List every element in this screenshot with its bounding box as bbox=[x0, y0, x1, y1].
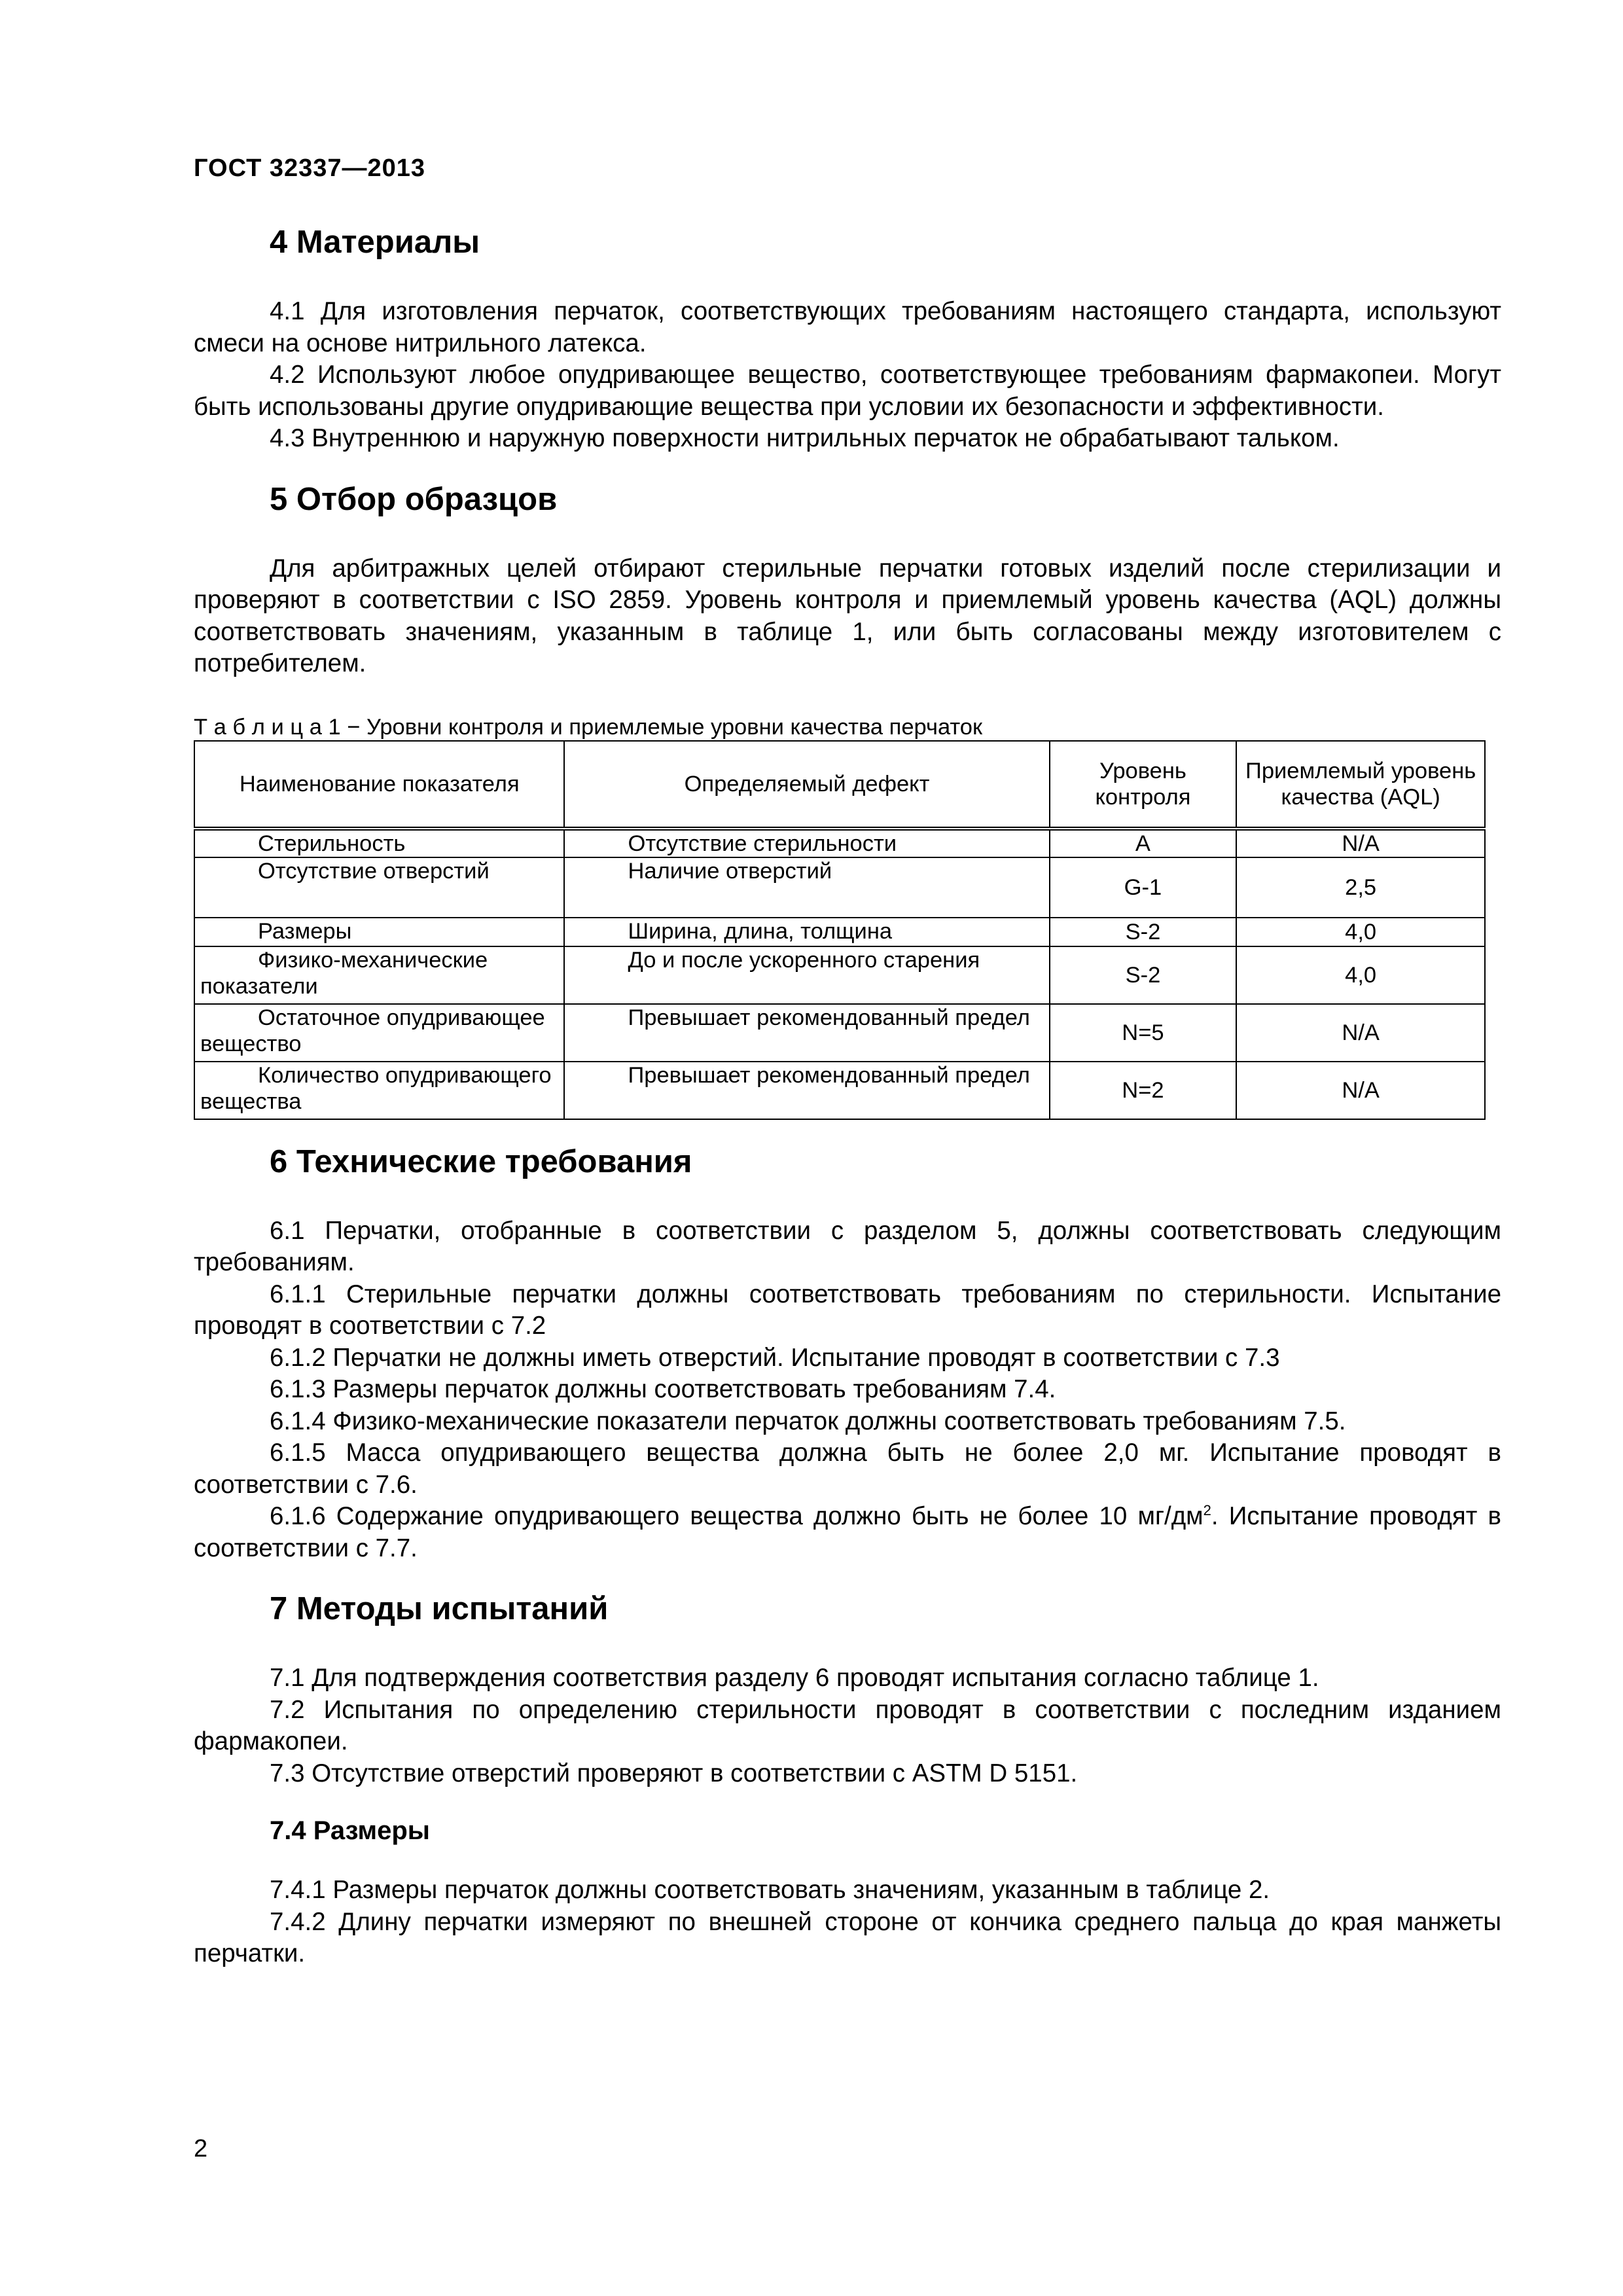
table-row bbox=[194, 829, 1485, 857]
superscript-2: 2 bbox=[1203, 1502, 1211, 1519]
paragraph-6-1: 6.1 Перчатки, отобранные в соответствии с разделом 5, должны соответствовать следующим требованиям. bbox=[194, 1216, 1501, 1276]
table-row bbox=[194, 1004, 1485, 1062]
cell-aql: 2,5 bbox=[1236, 857, 1485, 918]
col-header-level: Уровень контроля bbox=[1050, 741, 1237, 829]
paragraph-7-4-1: 7.4.1 Размеры перчаток должны соответствовать значениям, указанным в таблице 2. bbox=[270, 1876, 1270, 1904]
cell-defect: Ширина, длина, толщина bbox=[564, 918, 1049, 946]
cell-aql: 4,0 bbox=[1236, 918, 1485, 946]
table-row bbox=[194, 918, 1485, 946]
page-number: 2 bbox=[194, 2135, 208, 2162]
paragraph-4-1: 4.1 Для изготовления перчаток, соответствующих требованиям настоящего стандарта, используют смеси на основе нитрильного латекса. bbox=[194, 297, 1501, 357]
cell-name: Стерильность bbox=[194, 829, 564, 857]
paragraph-6-1-6 bbox=[194, 1501, 1501, 1564]
col-header-defect: Определяемый дефект bbox=[564, 741, 1049, 829]
paragraph-7-4-2: 7.4.2 Длину перчатки измеряют по внешней стороне от кончика среднего пальца до края манжеты перчатки. bbox=[194, 1907, 1501, 1967]
table-1 bbox=[194, 740, 1486, 1120]
paragraph-6-1-5: 6.1.5 Масса опудривающего вещества должна быть не более 2,0 мг. Испытание проводят в соответствии с 7.6. bbox=[194, 1439, 1501, 1499]
cell-defect: До и после ускоренного старения bbox=[564, 946, 1049, 1004]
paragraph-6-1-6-text-b: . Испытание проводят в соответствии с 7.7. bbox=[194, 1502, 1501, 1562]
table-1-caption bbox=[194, 714, 1501, 740]
paragraph-6-1-4: 6.1.4 Физико-механические показатели перчаток должны соответствовать требованиям 7.5. bbox=[270, 1407, 1346, 1435]
cell-name: Физико-механические показатели bbox=[194, 946, 564, 1004]
section-7-heading: 7 Методы испытаний bbox=[270, 1591, 609, 1626]
paragraph-5-1: Для арбитражных целей отбирают стерильные перчатки готовых изделий после стерилизации и проверяют в соответствии с ISO 2859. Уровень контроля и приемлемый уровень качества (AQL) должны соответствовать значениям, указанным в таблице 1, или быть согласованы между изготовителем с потребителем. bbox=[194, 554, 1501, 677]
section-6-heading: 6 Технические требования bbox=[270, 1143, 692, 1179]
cell-name: Размеры bbox=[194, 918, 564, 946]
section-7-4-heading: 7.4 Размеры bbox=[270, 1816, 430, 1845]
section-5-heading: 5 Отбор образцов bbox=[270, 481, 558, 517]
section-4-heading: 4 Материалы bbox=[270, 224, 480, 260]
document-header: ГОСТ 32337—2013 bbox=[194, 154, 426, 182]
cell-name: Количество опудривающего вещества bbox=[194, 1062, 564, 1119]
paragraph-6-1-3: 6.1.3 Размеры перчаток должны соответствовать требованиям 7.4. bbox=[270, 1375, 1056, 1403]
cell-name: Остаточное опудривающее вещество bbox=[194, 1004, 564, 1062]
paragraph-6-1-1: 6.1.1 Стерильные перчатки должны соответствовать требованиям по стерильности. Испытание проводят в соответствии с 7.2 bbox=[194, 1280, 1501, 1340]
cell-level: N=5 bbox=[1050, 1004, 1237, 1062]
cell-level: N=2 bbox=[1050, 1062, 1237, 1119]
paragraph-4-3: 4.3 Внутреннюю и наружную поверхности нитрильных перчаток не обрабатывают тальком. bbox=[270, 424, 1340, 452]
cell-level: S-2 bbox=[1050, 918, 1237, 946]
paragraph-7-2: 7.2 Испытания по определению стерильности проводят в соответствии с последним изданием фармакопеи. bbox=[194, 1695, 1501, 1755]
cell-aql: 4,0 bbox=[1236, 946, 1485, 1004]
paragraph-7-3: 7.3 Отсутствие отверстий проверяют в соответствии с ASTM D 5151. bbox=[270, 1759, 1078, 1787]
cell-aql: N/A bbox=[1236, 829, 1485, 857]
table-1-caption-text: − Уровни контроля и приемлемые уровни качества перчаток bbox=[340, 714, 983, 740]
cell-defect: Превышает рекомендованный предел bbox=[564, 1062, 1049, 1119]
table-row bbox=[194, 857, 1485, 918]
table-row bbox=[194, 1062, 1485, 1119]
cell-level: G-1 bbox=[1050, 857, 1237, 918]
cell-aql: N/A bbox=[1236, 1004, 1485, 1062]
table-1-caption-prefix: Т а б л и ц а 1 bbox=[194, 714, 341, 740]
col-header-name: Наименование показателя bbox=[194, 741, 564, 829]
paragraph-7-1: 7.1 Для подтверждения соответствия разделу 6 проводят испытания согласно таблице 1. bbox=[270, 1664, 1319, 1692]
cell-name: Отсутствие отверстий bbox=[194, 857, 564, 918]
cell-aql: N/A bbox=[1236, 1062, 1485, 1119]
cell-defect: Наличие отверстий bbox=[564, 857, 1049, 918]
paragraph-4-2: 4.2 Используют любое опудривающее вещество, соответствующее требованиям фармакопеи. Могут быть использованы другие опудривающие вещества при условии их безопасности и эффективности. bbox=[194, 361, 1501, 421]
cell-defect: Отсутствие стерильности bbox=[564, 829, 1049, 857]
table-row bbox=[194, 946, 1485, 1004]
cell-level: S-2 bbox=[1050, 946, 1237, 1004]
col-header-aql: Приемлемый уровень качества (AQL) bbox=[1236, 741, 1485, 829]
cell-level: A bbox=[1050, 829, 1237, 857]
paragraph-6-1-6-text-a: 6.1.6 Содержание опудривающего вещества должно быть не более 10 мг/дм bbox=[270, 1502, 1204, 1530]
page-content bbox=[194, 223, 1501, 1970]
paragraph-6-1-2: 6.1.2 Перчатки не должны иметь отверстий. Испытание проводят в соответствии с 7.3 bbox=[270, 1343, 1280, 1372]
table-header-row bbox=[194, 741, 1485, 829]
cell-defect: Превышает рекомендованный предел bbox=[564, 1004, 1049, 1062]
